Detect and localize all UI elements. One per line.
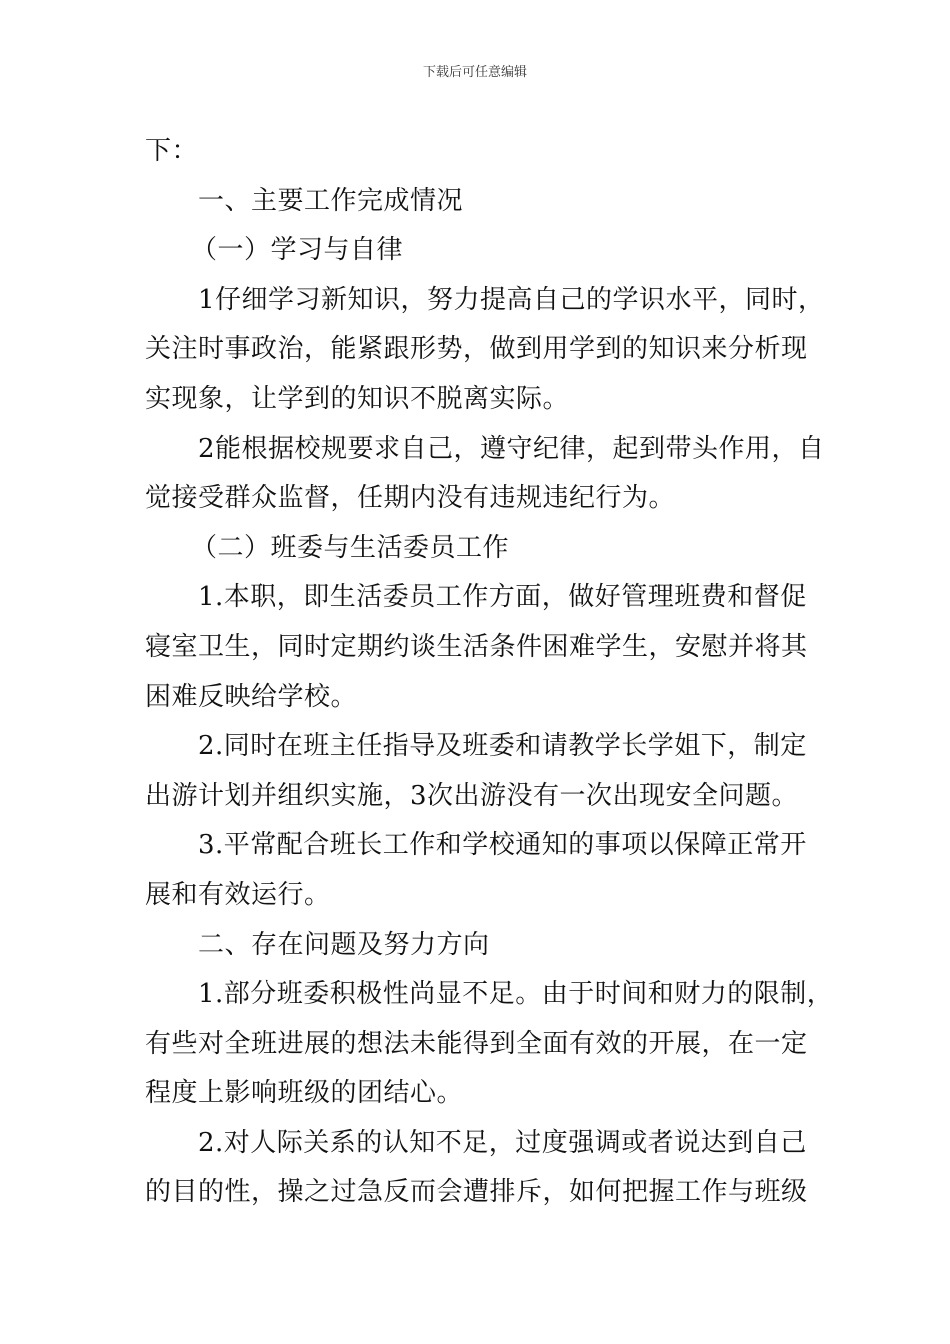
- paragraph-line: 实现象，让学到的知识不脱离实际。: [145, 383, 570, 414]
- paragraph-line: 3.平常配合班长工作和学校通知的事项以保障正常开: [198, 830, 807, 861]
- paragraph-line: 展和有效运行。: [145, 879, 331, 910]
- paragraph-line: 2.同时在班主任指导及班委和请教学长学姐下，制定: [198, 731, 807, 762]
- paragraph-line: 的目的性，操之过急反而会遭排斥，如何把握工作与班级: [145, 1177, 808, 1208]
- section-heading: 一、主要工作完成情况: [198, 185, 464, 216]
- paragraph-line: 程度上影响班级的团结心。: [145, 1078, 464, 1109]
- paragraph-line: 2.对人际关系的认知不足，过度强调或者说达到自己: [198, 1127, 807, 1158]
- paragraph-line: 1.本职，即生活委员工作方面，做好管理班费和督促: [198, 582, 807, 613]
- subsection-heading: （一）学习与自律: [191, 235, 404, 266]
- paragraph-line: 觉接受群众监督，任期内没有违规违纪行为。: [145, 483, 676, 514]
- paragraph-line: 困难反映给学校。: [145, 681, 358, 712]
- page-header: 下载后可任意编辑: [422, 65, 527, 80]
- subsection-heading: （二）班委与生活委员工作: [191, 532, 510, 563]
- paragraph-line: 关注时事政治，能紧跟形势，做到用学到的知识来分析现: [145, 334, 808, 365]
- paragraph-line: 1仔细学习新知识，努力提高自己的学识水平，同时，: [198, 284, 825, 315]
- section-heading: 二、存在问题及努力方向: [198, 929, 490, 960]
- paragraph-line: 寝室卫生，同时定期约谈生活条件困难学生，安慰并将其: [145, 631, 808, 662]
- paragraph-line: 出游计划并组织实施，3次出游没有一次出现安全问题。: [145, 780, 799, 811]
- paragraph-line: 1.部分班委积极性尚显不足。由于时间和财力的限制，: [198, 979, 834, 1010]
- document-body: [145, 127, 834, 1218]
- paragraph-line: 有些对全班进展的想法未能得到全面有效的开展，在一定: [145, 1028, 808, 1059]
- paragraph-line: 2能根据校规要求自己，遵守纪律，起到带头作用，自: [198, 433, 825, 464]
- paragraph-line: 下：: [145, 136, 199, 166]
